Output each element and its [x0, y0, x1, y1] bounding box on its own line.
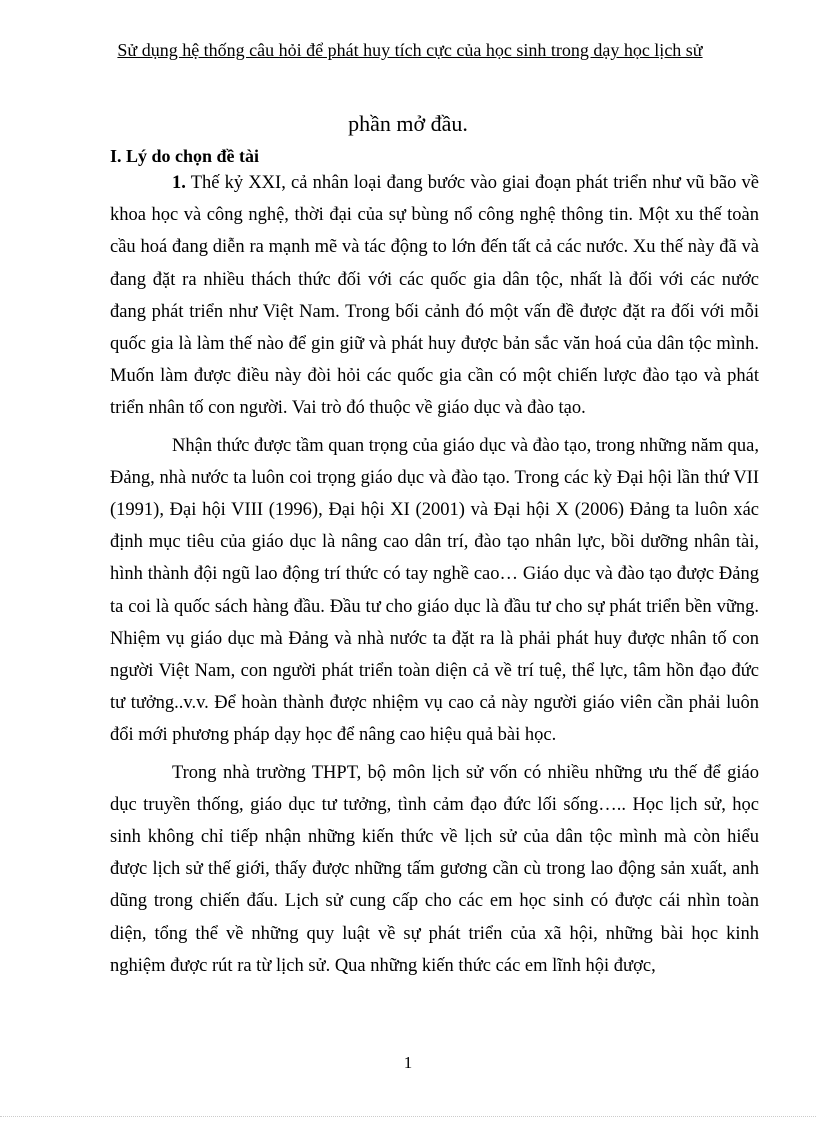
page-bottom-divider: [0, 1116, 816, 1117]
paragraph-2: Nhận thức được tầm quan trọng của giáo dục và đào tạo, trong những năm qua, Đảng, nhà nước ta luôn coi trọng giáo dục và đào tạo. Trong các kỳ Đại hội lần thứ VII (1991), Đại hội VIII (1996), Đại hội XI (2001) và Đại hội X (2006) Đảng ta luôn xác định mục tiêu của giáo dục là nâng cao dân trí, đào tạo nhân lực, bồi dưỡng nhân tài, hình thành đội ngũ lao động trí thức có tay nghề cao… Giáo dục và đào tạo được Đảng ta coi là quốc sách hàng đầu. Đầu tư cho giáo dục là đầu tư cho sự phát triển bền vững. Nhiệm vụ giáo dục mà Đảng và nhà nước ta đặt ra là phải phát huy được nhân tố con người Việt Nam, con người phát triển toàn diện cả về trí tuệ, thể lực, tâm hồn đạo đức tư tưởng..v.v. Để hoàn thành được nhiệm vụ cao cả này người giáo viên cần phải luôn đổi mới phương pháp dạy học để nâng cao hiệu quả bài học.: [110, 435, 759, 746]
paragraph-3: Trong nhà trường THPT, bộ môn lịch sử vốn có nhiều những ưu thế để giáo dục truyền thống, giáo dục tư tưởng, tình cảm đạo đức lối sống….. Học lịch sử, học sinh không chỉ tiếp nhận những kiến thức về lịch sử của dân tộc mình mà còn hiểu được lịch sử thế giới, thấy được những tấm gương cần cù trong lao động sản xuất, anh dũng trong chiến đấu. Lịch sử cung cấp cho các em học sinh có được cái nhìn toàn diện, tổng thể về những quy luật về sự phát triển của xã hội, những bài học kinh nghiệm được rút ra từ lịch sử. Qua những kiến thức các em lĩnh hội được,: [110, 762, 759, 976]
paragraph-1-text: Thế kỷ XXI, cả nhân loại đang bước vào giai đoạn phát triển như vũ bão về khoa học và công nghệ, thời đại của sự bùng nổ công nghệ thông tin. Một xu thế toàn cầu hoá đang diễn ra mạnh mẽ và tác động to lớn đến tất cả các nước. Xu thế này đã và đang đặt ra nhiều thách thức đối với các quốc gia dân tộc, nhất là đối với các nước đang phát triển như Việt Nam. Trong bối cảnh đó một vấn đề được đặt ra đối với mỗi quốc gia là làm thế nào để gin giữ và phát huy được bản sắc văn hoá của dân tộc mình. Muốn làm được điều này đòi hỏi các quốc gia cần có một chiến lược đào tạo và phát triển nhân tố con người. Vai trò đó thuộc về giáo dục và đào tạo.: [110, 173, 759, 419]
document-header-title: Sử dụng hệ thống câu hỏi để phát huy tích cực của học sinh trong dạy học lịch sử: [117, 40, 703, 60]
paragraph-number: 1.: [172, 173, 186, 193]
paragraph-1: [110, 167, 759, 425]
page-number: 1: [403, 1053, 413, 1072]
heading-reason-for-topic: I. Lý do chọn đề tài: [110, 146, 260, 166]
section-title: phần mở đầu.: [348, 111, 468, 136]
body-text: [110, 167, 759, 982]
